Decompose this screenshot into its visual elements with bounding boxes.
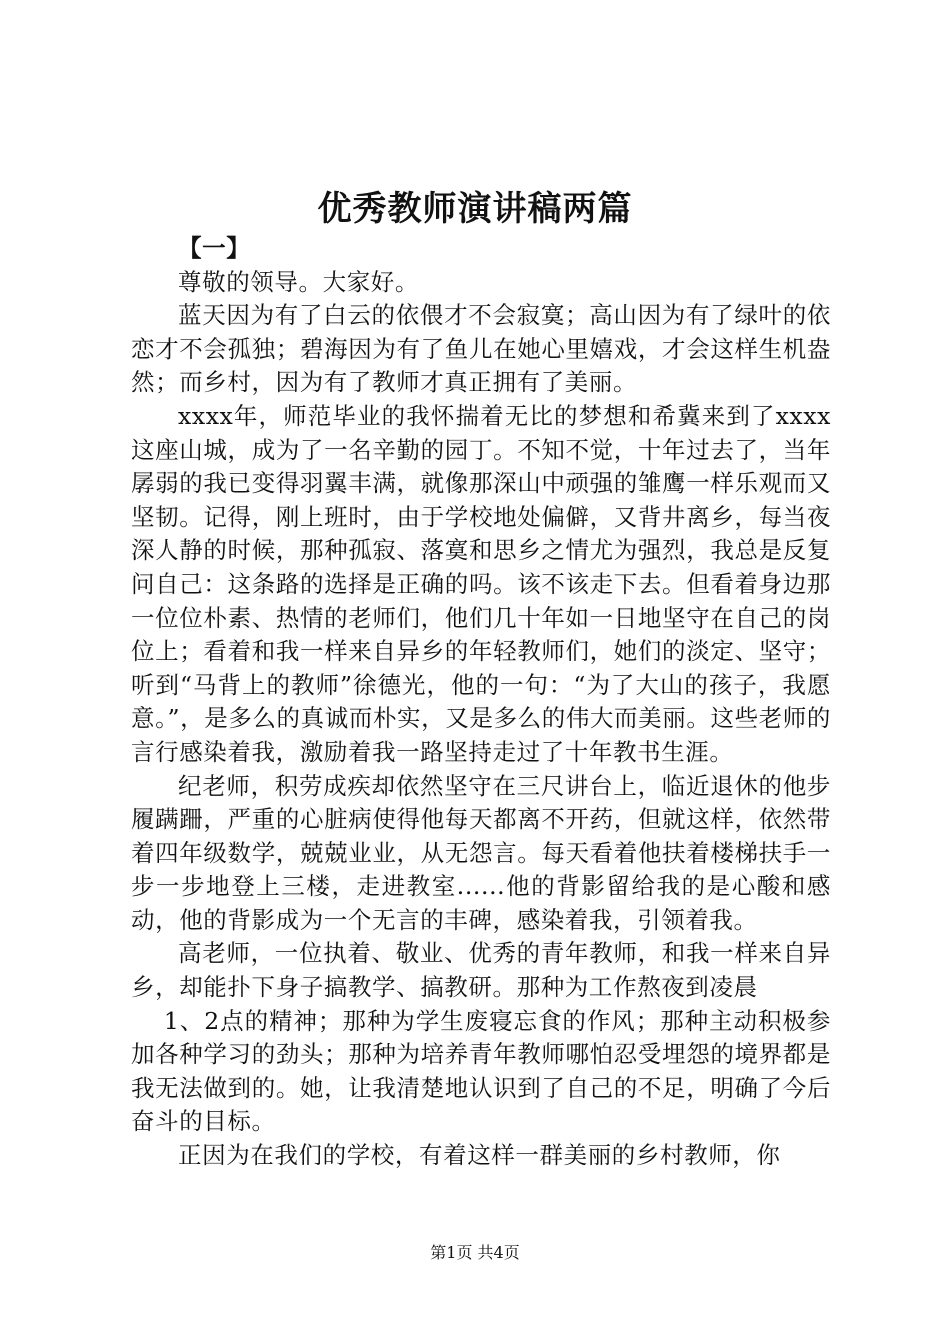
paragraph-greeting: 尊敬的领导。大家好。 bbox=[178, 267, 419, 296]
page-indicator: 第1页 共4页 bbox=[430, 1243, 520, 1262]
paragraph: 1、2点的精神；那种为学生废寝忘食的作风；那种主动积极参加各种学习的劲头；那种为培养青年教师哪怕忍受埋怨的境界都是我无法做到的。她，让我清楚地认识到了自己的不足，明确了今后奋斗的目标。 bbox=[131, 1006, 831, 1136]
paragraph: 纪老师，积劳成疾却依然坚守在三尺讲台上，临近退休的他步履蹒跚，严重的心脏病使得他每天都离不开药，但就这样，依然带着四年级数学，兢兢业业，从无怨言。每天看着他扶着楼梯扶手一步一步地登上三楼，走进教室......他的背影留给我的是心酸和感动，他的背影成为一个无言的丰碑，感染着我，引领着我。 bbox=[131, 771, 831, 934]
paragraph: 正因为在我们的学校，有着这样一群美丽的乡村教师，你 bbox=[178, 1141, 781, 1170]
section-label: 【一】 bbox=[178, 234, 251, 262]
paragraph: xxxx年，师范毕业的我怀揣着无比的梦想和希冀来到了xxxx这座山城，成为了一名辛勤的园丁。不知不觉，十年过去了，当年孱弱的我已变得羽翼丰满，就像那深山中顽强的雏鹰一样乐观而又坚韧。记得，刚上班时，由于学校地处偏僻，又背井离乡，每当夜深人静的时候，那种孤寂、落寞和思乡之情尤为强烈，我总是反复问自己：这条路的选择是正确的吗。该不该走下去。但看着身边那一位位朴素、热情的老师们，他们几十年如一日地坚守在自己的岗位上；看着和我一样来自异乡的年轻教师们，她们的淡定、坚守；听到“马背上的教师”徐德光，他的一句：“为了大山的孩子，我愿意。”，是多么的真诚而朴实，又是多么的伟大而美丽。这些老师的言行感染着我，激励着我一路坚持走过了十年教书生涯。 bbox=[131, 401, 831, 766]
paragraph: 蓝天因为有了白云的依偎才不会寂寞；高山因为有了绿叶的依恋才不会孤独；碧海因为有了鱼儿在她心里嬉戏，才会这样生机盎然；而乡村，因为有了教师才真正拥有了美丽。 bbox=[131, 301, 831, 397]
document-title: 优秀教师演讲稿两篇 bbox=[317, 189, 633, 229]
document-body bbox=[131, 232, 831, 1173]
paragraph: 高老师，一位执着、敬业、优秀的青年教师，和我一样来自异乡，却能扑下身子搞教学、搞教研。那种为工作熬夜到凌晨 bbox=[131, 939, 831, 1002]
